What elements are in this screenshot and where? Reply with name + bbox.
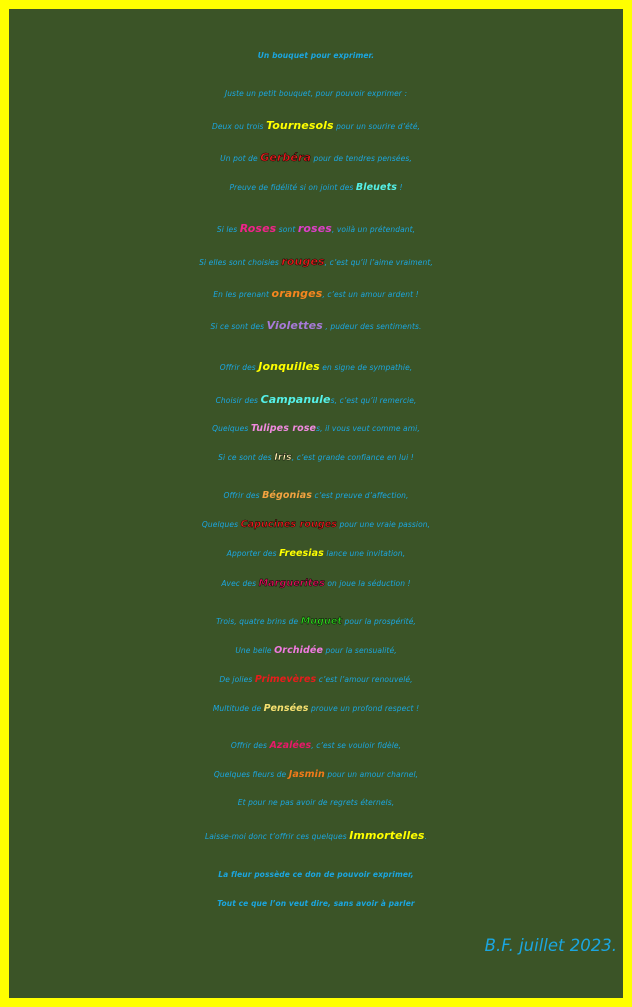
poem-line: Laisse-moi donc t’offrir ces quelques Immortelles. (204, 829, 428, 842)
poem-line: Multitude de Pensées prouve un profond respect ! (212, 703, 420, 714)
flower-begonias: Bégonias (262, 490, 312, 501)
poem-frame (9, 9, 623, 998)
flower-capucines: Capucines rouges (240, 519, 338, 530)
flower-campanules: Campanule (260, 393, 331, 406)
poem-line: Choisir des Campanules, c’est qu’il remercie, (215, 393, 417, 406)
flower-jonquilles: Jonquilles (258, 360, 320, 373)
closing-line: Tout ce que l’on veut dire, sans avoir à parler (217, 899, 415, 908)
closing-line: La fleur possède ce don de pouvoir exprimer, (218, 870, 414, 879)
poem-line: Un pot de Gerbéra pour de tendres pensées, (220, 151, 412, 164)
flower-pensees: Pensées (263, 703, 309, 714)
poem-line: Offrir des Bégonias c’est preuve d’affection, (223, 490, 409, 501)
poem-line: Quelques Tulipes roses, il vous veut comme ami, (212, 423, 420, 434)
flower-gerbera: Gerbéra (260, 151, 312, 164)
flower-roses-color: roses (297, 222, 332, 235)
flower-roses: Roses (239, 222, 277, 235)
flower-azalees: Azalées (269, 740, 312, 751)
poem-line: Une belle Orchidée pour la sensualité, (235, 645, 397, 656)
poem-line: Si les Roses sont roses, voilà un prétendant, (216, 222, 416, 235)
poem-line: Preuve de fidélité si on joint des Bleuets ! (229, 182, 403, 193)
poem-line: Quelques fleurs de Jasmin pour un amour charnel, (213, 769, 419, 780)
flower-violettes: Violettes (266, 319, 323, 332)
poem-line: De jolies Primevères c’est l’amour renouvelé, (219, 674, 413, 685)
flower-tulipes: Tulipes rose (250, 423, 317, 434)
flower-immortelles: Immortelles (349, 829, 425, 842)
poem-title: Un bouquet pour exprimer. (257, 51, 375, 60)
poem-line: Et pour ne pas avoir de regrets éternels, (237, 798, 395, 807)
flower-iris: Iris (274, 452, 292, 463)
poem-line: Si elles sont choisies rouges, c’est qu’il l’aime vraiment, (199, 255, 433, 268)
poem-line: En les prenant oranges, c’est un amour ardent ! (213, 287, 419, 300)
signature: B.F. juillet 2023. (484, 936, 617, 955)
poem-line: Si ce sont des Violettes , pudeur des sentiments. (210, 319, 422, 332)
poem-line: Juste un petit bouquet, pour pouvoir exprimer : (224, 89, 408, 98)
flower-jasmin: Jasmin (288, 769, 325, 780)
flower-orchidee: Orchidée (274, 645, 324, 656)
poem-line: Quelques Capucines rouges pour une vraie passion, (201, 519, 431, 530)
flower-tournesols: Tournesols (266, 119, 334, 132)
flower-rouges: rouges (281, 255, 325, 268)
poem-line: Apporter des Freesias lance une invitation, (226, 548, 406, 559)
poem-line: Trois, quatre brins de Muguet pour la prospérité, (216, 616, 416, 627)
flower-oranges: oranges (271, 287, 323, 300)
poem-line: Si ce sont des Iris, c’est grande confiance en lui ! (218, 452, 414, 463)
flower-bleuets: Bleuets (355, 182, 397, 193)
poem-line: Avec des Marguerites on joue la séduction ! (221, 578, 411, 589)
flower-muguet: Muguet (300, 616, 343, 627)
poem-line: Offrir des Azalées, c’est se vouloir fidèle, (230, 740, 402, 751)
poem-line: Deux ou trois Tournesols pour un sourire d’été, (211, 119, 421, 132)
flower-freesias: Freesias (279, 548, 324, 559)
poem-line: Offrir des Jonquilles en signe de sympathie, (219, 360, 413, 373)
flower-primeveres: Primevères (254, 674, 317, 685)
flower-marguerites: Marguerites (258, 578, 325, 589)
